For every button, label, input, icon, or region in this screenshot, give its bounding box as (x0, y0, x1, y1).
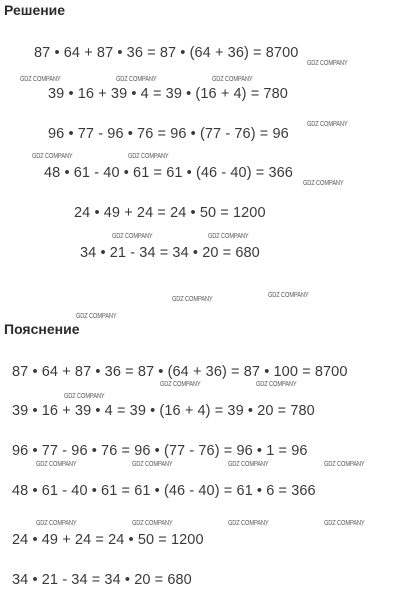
watermark-text: GDZ COMPANY (36, 520, 77, 527)
solution-line-4: 48 • 61 - 40 • 61 = 61 • (46 - 40) = 366 (44, 165, 293, 181)
watermark-text: GDZ COMPANY (160, 381, 201, 388)
watermark-text: GDZ COMPANY (303, 180, 344, 187)
watermark-text: GDZ COMPANY (208, 233, 249, 240)
watermark-text: GDZ COMPANY (212, 76, 253, 83)
watermark-text: GDZ COMPANY (307, 60, 348, 67)
watermark-text: GDZ COMPANY (324, 520, 365, 527)
watermark-text: GDZ COMPANY (324, 461, 365, 468)
watermark-text: GDZ COMPANY (228, 520, 269, 527)
watermark-text: GDZ COMPANY (20, 76, 61, 83)
watermark-text: GDZ COMPANY (36, 461, 77, 468)
explanation-line-3: 96 • 77 - 96 • 76 = 96 • (77 - 76) = 96 • 1 = 96 (12, 443, 308, 459)
solution-line-6: 34 • 21 - 34 = 34 • 20 = 680 (80, 245, 260, 261)
watermark-text: GDZ COMPANY (116, 76, 157, 83)
solution-line-5: 24 • 49 + 24 = 24 • 50 = 1200 (74, 205, 266, 221)
solution-line-2: 39 • 16 + 39 • 4 = 39 • (16 + 4) = 780 (48, 86, 288, 102)
watermark-text: GDZ COMPANY (307, 121, 348, 128)
watermark-text: GDZ COMPANY (32, 153, 73, 160)
watermark-text: GDZ COMPANY (256, 381, 297, 388)
watermark-text: GDZ COMPANY (64, 393, 105, 400)
solution-line-3: 96 • 77 - 96 • 76 = 96 • (77 - 76) = 96 (48, 126, 289, 142)
explanation-line-1: 87 • 64 + 87 • 36 = 87 • (64 + 36) = 87 • 100 = 8700 (12, 364, 348, 380)
watermark-text: GDZ COMPANY (132, 461, 173, 468)
solution-line-1: 87 • 64 + 87 • 36 = 87 • (64 + 36) = 8700 (34, 45, 299, 61)
watermark-text: GDZ COMPANY (128, 153, 169, 160)
watermark-text: GDZ COMPANY (76, 313, 117, 320)
explanation-line-5: 24 • 49 + 24 = 24 • 50 = 1200 (12, 532, 204, 548)
solution-heading: Решение (4, 2, 66, 18)
explanation-line-2: 39 • 16 + 39 • 4 = 39 • (16 + 4) = 39 • 20 = 780 (12, 403, 315, 419)
watermark-text: GDZ COMPANY (228, 461, 269, 468)
explanation-heading: Пояснение (4, 321, 80, 337)
watermark-text: GDZ COMPANY (172, 296, 213, 303)
watermark-text: GDZ COMPANY (132, 520, 173, 527)
watermark-text: GDZ COMPANY (112, 233, 153, 240)
watermark-text: GDZ COMPANY (268, 292, 309, 299)
explanation-line-4: 48 • 61 - 40 • 61 = 61 • (46 - 40) = 61 • 6 = 366 (12, 483, 316, 499)
explanation-line-6: 34 • 21 - 34 = 34 • 20 = 680 (12, 572, 192, 588)
